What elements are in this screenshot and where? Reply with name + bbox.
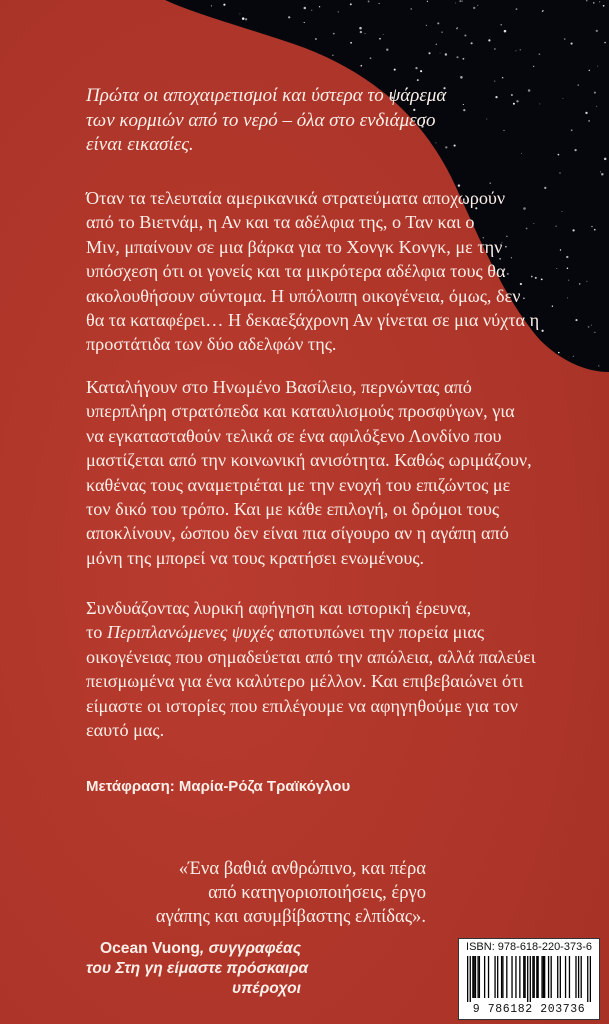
star (564, 38, 566, 40)
barcode-bar (470, 956, 471, 1002)
barcode-bar (565, 956, 566, 998)
barcode-bar (560, 956, 561, 998)
barcode-digits: 9 786182 203736 (472, 1003, 586, 1016)
star (471, 42, 473, 44)
star (494, 81, 495, 82)
text-line: Όταν τα τελευταία αμερικανικά στρατεύματα αποχωρούν (86, 188, 506, 208)
star (426, 25, 427, 26)
barcode-bar (501, 956, 502, 998)
text-line: εαυτό μας. (86, 720, 165, 741)
star (350, 42, 352, 44)
text-line: καθένας τους αναμετριέται με την ενοχή του επιζώντος με (86, 474, 511, 495)
star (516, 8, 518, 10)
star (436, 44, 437, 45)
star (601, 173, 604, 176)
star (427, 1, 428, 2)
barcode-bars (467, 956, 591, 1002)
star (502, 77, 503, 78)
barcode-bar (474, 956, 475, 998)
text-line: είμαστε οι ιστορίες που επιλέγουμε να αφηγηθούμε για τον (86, 695, 518, 716)
star (589, 70, 591, 72)
barcode-bar (497, 956, 498, 998)
tagline-line: είναι εικασίες. (86, 134, 194, 156)
star (411, 8, 412, 9)
barcode-bar (543, 956, 544, 998)
star (494, 48, 495, 49)
review-quote (86, 857, 426, 929)
star (473, 7, 475, 9)
text-line: πεισμωμένα για ένα καλύτερο μέλλον. Και επιβεβαιώνει ότι (86, 671, 524, 692)
barcode-bar (475, 956, 476, 998)
text-line: Καταλήγουν στο Ηνωμένο Βασίλειο, περνώντας από (86, 377, 472, 397)
barcode-bar (502, 956, 503, 998)
text-fragment: το (86, 622, 107, 643)
star (333, 33, 335, 35)
quote-line: «Ένα βαθιά ανθρώπινο, και πέρα (178, 858, 426, 879)
star (457, 27, 458, 28)
text-line: υπερπλήρη στρατόπεδα και καταυλισμούς προσφύγων, για (86, 401, 515, 422)
star (455, 2, 456, 3)
star (417, 79, 419, 81)
star (459, 0, 461, 2)
star (488, 39, 490, 41)
barcode-bar (524, 956, 525, 998)
tagline (86, 84, 601, 158)
text-line: τον δικό του τρόπο. Και με κάθε επιλογή, οι δρόμοι τους (86, 499, 500, 520)
star (420, 70, 422, 72)
star (223, 4, 225, 6)
star (245, 18, 247, 20)
star (415, 67, 417, 69)
barcode-bar (587, 956, 588, 1002)
barcode-bar (479, 956, 480, 998)
book-title: Περιπλανώμενες ψυχές (106, 622, 274, 643)
star (350, 3, 352, 5)
star (464, 34, 466, 36)
star (593, 2, 595, 4)
star (370, 57, 372, 59)
star (463, 58, 465, 60)
text-line: μαστίζεται από την κοινωνική ανισότητα. Καθώς ωριμάζουν, (86, 450, 532, 471)
text-line: προστάτιδα των δύο αδελφών της. (86, 334, 337, 355)
star (365, 33, 366, 34)
isbn-barcode (458, 938, 600, 1020)
star (304, 7, 307, 10)
blurb-paragraph-1 (86, 186, 601, 357)
star (428, 52, 430, 54)
star (288, 16, 290, 18)
blurb-paragraph-2 (86, 375, 601, 570)
star (440, 53, 441, 54)
attribution-line (86, 959, 309, 979)
text-line: να εγκατασταθούν τελικά σε ένα αφιλόξενο Λονδίνο που (86, 425, 502, 446)
tagline-line: Πρώτα οι αποχαιρετισμοί και ύστερα το ψάρεμα (86, 85, 447, 106)
star (490, 182, 491, 183)
star (394, 69, 396, 71)
star (559, 172, 560, 173)
star (600, 171, 601, 172)
barcode-bar (544, 956, 545, 998)
barcode-bar (536, 956, 537, 998)
star (504, 30, 507, 33)
barcode-bar (541, 956, 542, 998)
star (598, 365, 599, 366)
barcode-bar (590, 956, 591, 1002)
star (239, 13, 240, 14)
star (368, 0, 370, 2)
star (360, 65, 362, 67)
star (520, 49, 521, 50)
barcode-bar (581, 956, 582, 998)
star (360, 31, 362, 33)
star (604, 42, 606, 44)
quote-attribution (86, 939, 309, 999)
quote-line: από κατηγοριοποιήσεις, έργο (208, 882, 426, 903)
barcode-bar (472, 956, 473, 998)
barcode-bar (527, 956, 528, 1002)
isbn-label: ISBN: 978-618-220-373-6 (466, 941, 592, 953)
barcode-bar (534, 956, 535, 998)
star (542, 11, 543, 12)
star (462, 1, 463, 2)
translator-credit: Μετάφραση: Μαρία-Ρόζα Τραϊκόγλου (86, 778, 351, 795)
star (533, 66, 534, 67)
barcode-bar (519, 956, 520, 998)
text-line: Μιν, μπαίνουν σε μια βάρκα για το Χονγκ Κονγκ, με την (86, 236, 503, 257)
text-line-with-title (86, 620, 601, 644)
star (338, 11, 339, 12)
barcode-bar (511, 956, 512, 998)
barcode-bar (488, 956, 489, 998)
author-name: Ocean Vuong (99, 940, 200, 957)
star (515, 50, 516, 51)
attribution-line (86, 979, 301, 999)
star (319, 6, 320, 7)
star (211, 5, 212, 6)
barcode-bar (551, 956, 552, 998)
barcode-bar (537, 956, 538, 998)
text-line: θα τα καταφέρει… Η δεκαεξάχρονη Αν γίνεται σε μια νύχτα η (86, 310, 540, 331)
star (460, 76, 463, 79)
star (477, 5, 478, 6)
star (597, 66, 598, 67)
star (242, 17, 245, 20)
quote-line: αγάπης και ασυμβίβαστης ελπίδας». (155, 906, 426, 927)
barcode-bar (557, 956, 558, 998)
barcode-bar (523, 956, 524, 998)
barcode-bar (575, 956, 576, 998)
star (441, 31, 443, 33)
star (437, 22, 439, 24)
star (596, 30, 598, 32)
star (379, 38, 381, 40)
barcode-bar (467, 956, 468, 1002)
barcode-bar (484, 956, 485, 998)
star (359, 27, 362, 30)
barcode-bar (477, 956, 478, 998)
barcode-bar (578, 956, 579, 998)
star (386, 49, 388, 51)
text-line: μόνη της μπορεί να τους κρατήσει ενωμένους. (86, 547, 425, 568)
author-work-title-end: υπέροχοι (232, 980, 301, 997)
star (315, 38, 317, 40)
star (445, 53, 447, 55)
star (311, 10, 312, 11)
attribution-line (86, 939, 301, 959)
star (383, 34, 384, 35)
barcode-bar (569, 956, 570, 998)
star (586, 0, 587, 1)
barcode-bar (548, 956, 549, 998)
blurb-paragraph-3 (86, 596, 601, 742)
attribution-prefix: του (86, 960, 116, 977)
star (571, 43, 573, 45)
text-line: από το Βιετνάμ, η Αν και τα αδέλφια της, ο Ταν και ο (86, 212, 475, 233)
star (304, 22, 305, 23)
star (603, 5, 605, 7)
barcode-bar (515, 956, 516, 998)
text-line: Συνδυάζοντας λυρική αφήγηση και ιστορική έρευνα, (86, 598, 472, 618)
text-line: υπόσχεση ότι οι γονείς και τα μικρότερα αδέλφια τους θα (86, 261, 506, 282)
barcode-bar (506, 956, 507, 998)
barcode-bar (494, 956, 495, 998)
star (456, 56, 458, 58)
star (539, 53, 541, 55)
star (599, 1, 600, 2)
text-line: αποκλίνουν, ώσπου δεν είναι πια σίγουρο αν η αγάπη από (86, 523, 509, 544)
text-line: ακολουθήσουν σύντομα. Η υπόλοιπη οικογένεια, όμως, δεν (86, 285, 521, 306)
tagline-line: των κορμιών από το νερό – όλα στο ενδιάμεσο (86, 109, 436, 131)
star (604, 158, 607, 161)
barcode-bar (532, 956, 533, 998)
text-fragment: αποτυπώνει την πορεία μιας (274, 622, 485, 643)
star (500, 24, 502, 26)
star (332, 55, 333, 56)
barcode-bar (530, 956, 531, 1002)
text-line: οικογένειας που σημαδεύεται από την απώλεια, αλλά παλεύει (86, 646, 536, 667)
author-role: , συγγραφέας (199, 940, 301, 957)
star (379, 3, 380, 4)
author-work-title: Στη γη είμαστε πρόσκαιρα (115, 960, 309, 977)
